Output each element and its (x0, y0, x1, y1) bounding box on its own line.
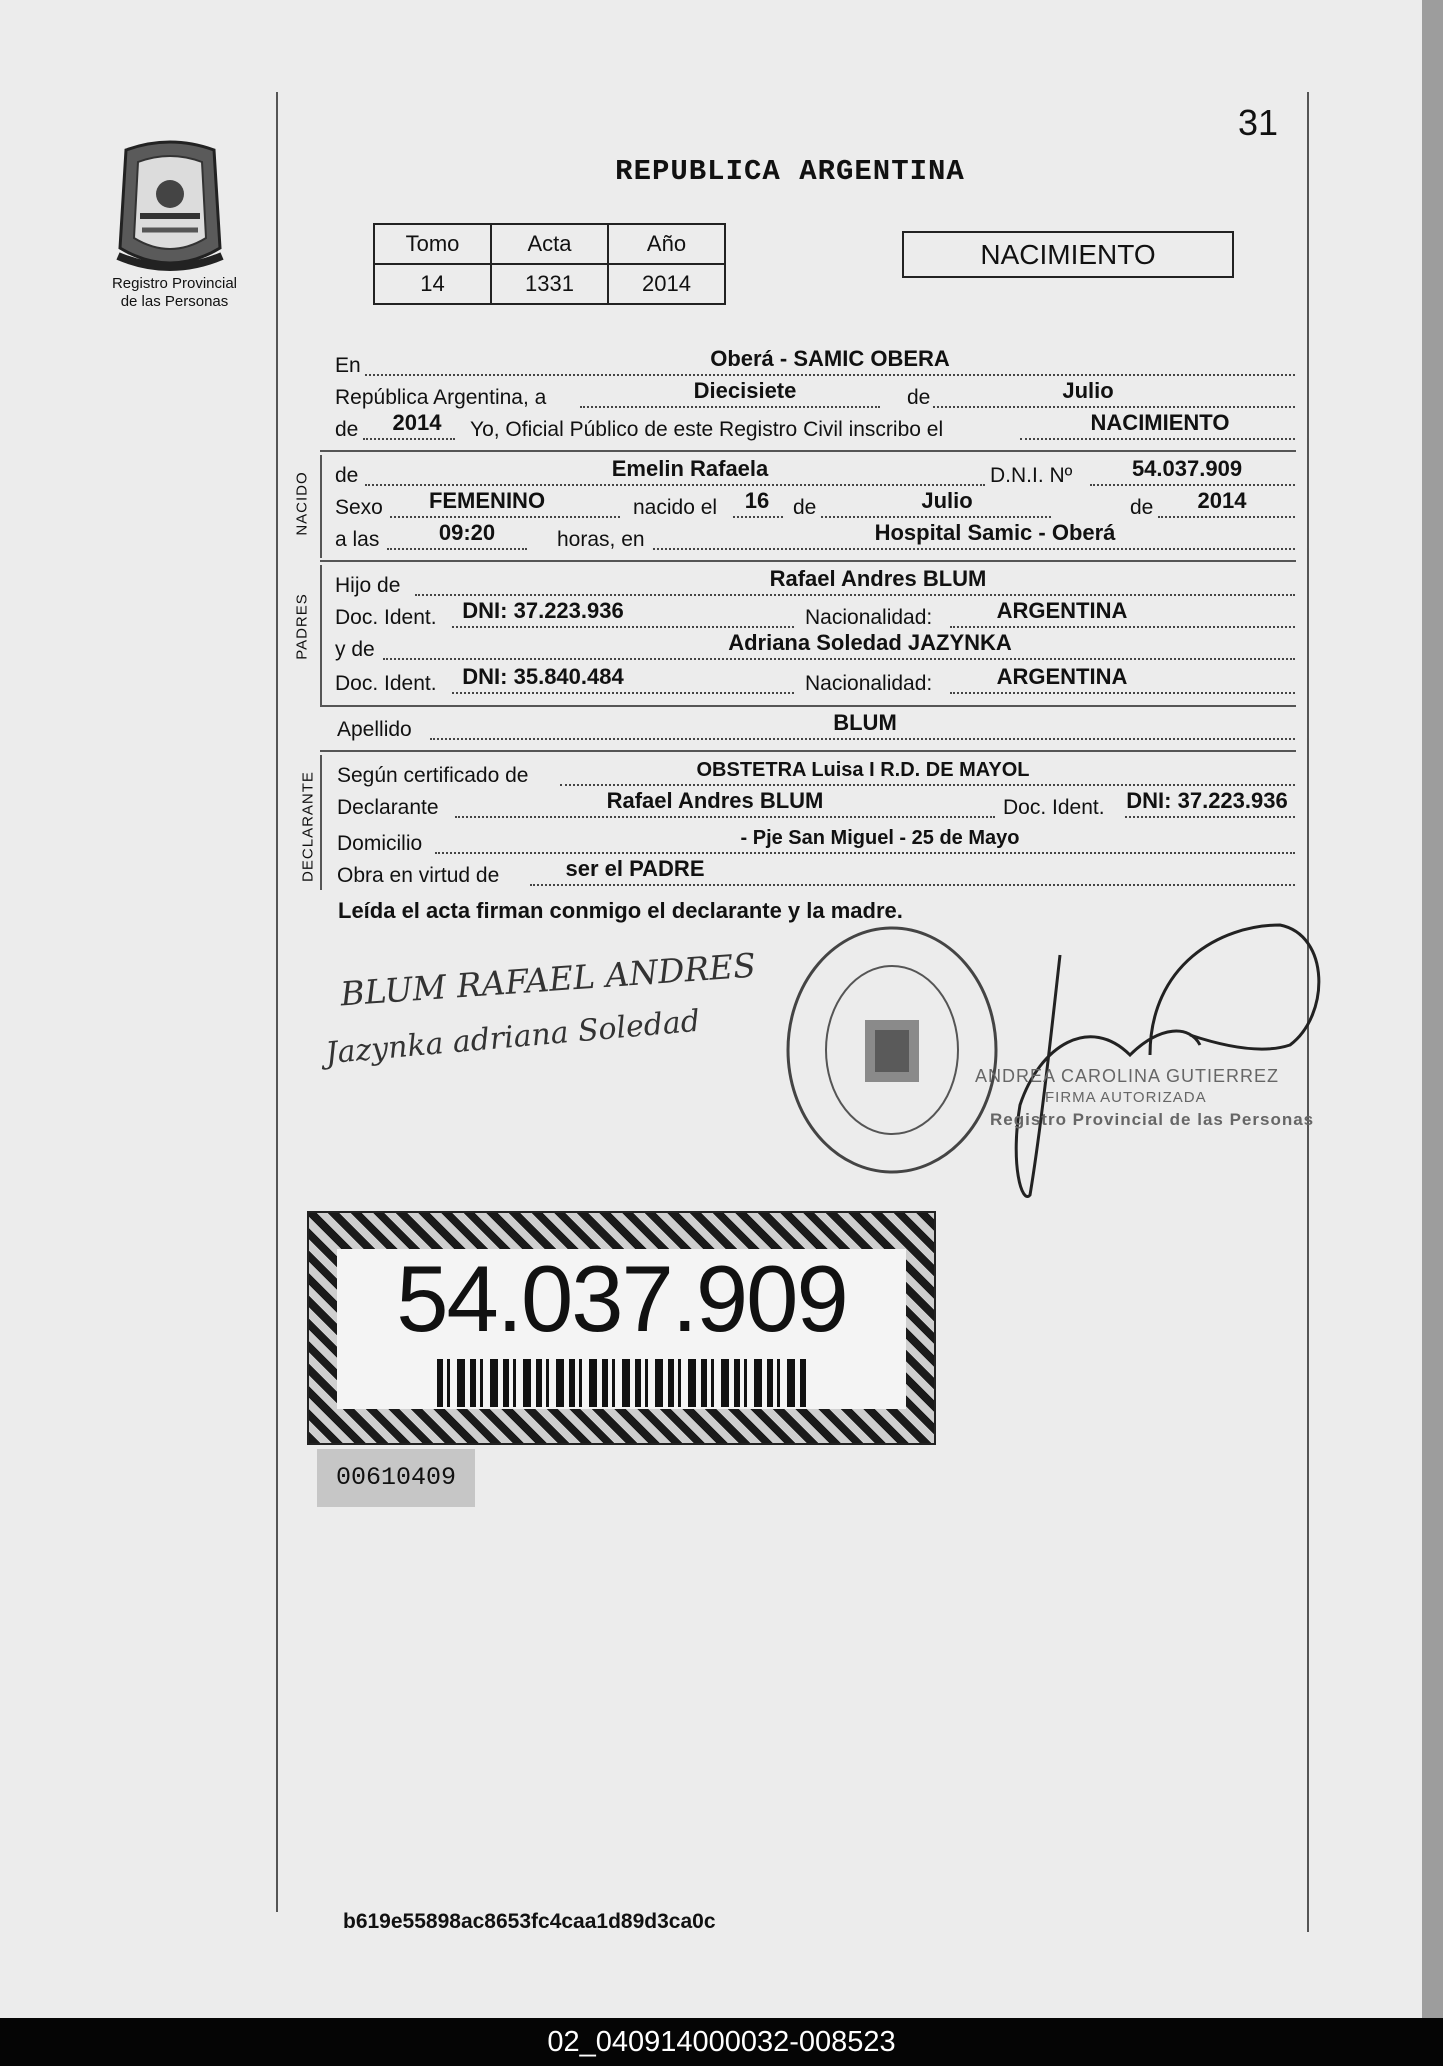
label-domicilio: Domicilio (337, 832, 423, 855)
dots (580, 406, 880, 408)
label-segun-certificado: Según certificado de (337, 764, 529, 787)
declarant-signature: BLUM RAFAEL ANDRES (339, 945, 758, 1014)
label-doc-ident-2: Doc. Ident. (335, 672, 437, 695)
barcode-number: 54.037.909 (396, 1246, 847, 1351)
row-certificado (335, 758, 1295, 790)
value-virtud: ser el PADRE (565, 856, 705, 881)
value-padre-nac: ARGENTINA (996, 598, 1128, 623)
row-madre (335, 632, 1295, 664)
dots (383, 658, 1295, 660)
value-nombre: Emelin Rafaela (611, 456, 769, 481)
page-number: 31 (1238, 102, 1279, 143)
dots (452, 692, 794, 694)
record-header-anio: Año (608, 224, 725, 264)
misiones-emblem (108, 138, 232, 278)
barcode-panel (307, 1211, 936, 1445)
value-dia: Diecisiete (693, 378, 797, 403)
value-madre-nac: ARGENTINA (996, 664, 1128, 689)
section-label-padres: PADRES (293, 593, 311, 660)
dots (363, 438, 455, 440)
label-de-mes-nac: de (793, 496, 817, 519)
record-header-acta: Acta (491, 224, 608, 264)
official-institution: Registro Provincial de las Personas (990, 1110, 1315, 1129)
row-fecha (335, 380, 1295, 412)
row-sexo (335, 490, 1295, 522)
row-anio (335, 412, 1295, 444)
label-nacionalidad-1: Nacionalidad: (805, 606, 933, 629)
value-madre-doc: DNI: 35.840.484 (462, 664, 624, 689)
dots (653, 548, 1295, 550)
label-dni: D.N.I. Nº (990, 464, 1073, 487)
record-table (373, 223, 726, 305)
dots (950, 626, 1295, 628)
label-de-nombre: de (335, 464, 359, 487)
dots (415, 594, 1295, 596)
dots (1125, 816, 1295, 818)
dots (821, 516, 1051, 518)
label-y-de: y de (335, 638, 375, 661)
row-madre-doc (335, 666, 1295, 698)
divider (320, 450, 1296, 452)
label-de-anio-nac: de (1130, 496, 1154, 519)
value-mes-nac: Julio (921, 488, 973, 513)
official-name: ANDREA CAROLINA GUTIERREZ (975, 1066, 1280, 1086)
row-declarante (335, 790, 1295, 822)
dots (435, 852, 1295, 854)
section-label-nacido: NACIDO (293, 471, 311, 536)
label-hijo-de: Hijo de (335, 574, 401, 597)
divider (320, 705, 1296, 707)
label-nacionalidad-2: Nacionalidad: (805, 672, 933, 695)
value-mes: Julio (1062, 378, 1114, 403)
row-padre-doc (335, 600, 1295, 632)
dots (530, 884, 1295, 886)
dots (1020, 438, 1295, 440)
label-de-anio: de (335, 418, 359, 441)
registry-caption-line-2: de las Personas (120, 293, 229, 310)
label-republica: República Argentina, a (335, 386, 547, 409)
label-en: En (335, 354, 361, 377)
hash-code: b619e55898ac8653fc4caa1d89d3ca0c (343, 1910, 716, 1933)
barcode-bars (437, 1359, 807, 1407)
left-margin-line (276, 92, 278, 1912)
dots (452, 626, 794, 628)
label-doc-ident-3: Doc. Ident. (1003, 796, 1105, 819)
value-padre-doc: DNI: 37.223.936 (462, 598, 624, 623)
registry-caption (92, 275, 257, 311)
dots (933, 406, 1295, 408)
label-a-las: a las (335, 528, 380, 551)
official-role: FIRMA AUTORIZADA (1045, 1089, 1207, 1106)
value-apellido: BLUM (833, 710, 897, 735)
value-madre: Adriana Soledad JAZYNKA (728, 630, 1012, 655)
label-doc-ident-1: Doc. Ident. (335, 606, 437, 629)
barcode-inner (337, 1246, 906, 1409)
scan-id-bar: 02_040914000032-008523 (0, 2018, 1443, 2066)
value-dia-nac: 16 (744, 488, 770, 513)
value-declarante: Rafael Andres BLUM (606, 788, 824, 813)
row-virtud (335, 858, 1295, 890)
value-lugar: Oberá - SAMIC OBERA (710, 346, 950, 371)
dots (1158, 516, 1295, 518)
scan-edge (1422, 0, 1443, 2018)
label-apellido: Apellido (337, 718, 412, 741)
row-lugar (335, 348, 1295, 380)
record-value-anio: 2014 (608, 264, 725, 304)
row-apellido (335, 712, 1295, 744)
row-padre (335, 568, 1295, 600)
serial-number: 00610409 (317, 1449, 475, 1507)
official-block (975, 1065, 1314, 1131)
dots (733, 516, 783, 518)
value-anio-nac: 2014 (1197, 488, 1247, 513)
closing-text: Leída el acta firman conmigo el declarante y la madre. (338, 898, 903, 923)
value-sexo: FEMENINO (428, 488, 546, 513)
record-header-tomo: Tomo (374, 224, 491, 264)
label-obra-en-virtud: Obra en virtud de (337, 864, 500, 887)
padres-bar (320, 565, 322, 705)
dots (560, 784, 1295, 786)
value-dni: 54.037.909 (1131, 456, 1243, 481)
value-tipo: NACIMIENTO (1090, 410, 1230, 435)
section-label-declarante: DECLARANTE (299, 771, 317, 882)
value-certificado: OBSTETRA Luisa I R.D. DE MAYOL (696, 759, 1030, 781)
dots (1090, 484, 1295, 486)
divider (320, 750, 1296, 752)
dots (950, 692, 1295, 694)
label-de-mes: de (907, 386, 931, 409)
dots (365, 374, 1295, 376)
mother-signature: Jazynka adriana Soledad (324, 1003, 702, 1072)
dots (390, 516, 620, 518)
record-value-acta: 1331 (491, 264, 608, 304)
document-heading: REPUBLICA ARGENTINA (615, 155, 965, 188)
label-oficial: Yo, Oficial Público de este Registro Civil inscribo el (470, 418, 944, 441)
value-padre: Rafael Andres BLUM (769, 566, 987, 591)
value-domicilio: - Pje San Miguel - 25 de Mayo (740, 827, 1020, 849)
official-signature (960, 905, 1330, 1215)
value-declarante-doc: DNI: 37.223.936 (1126, 788, 1288, 813)
record-type-box: NACIMIENTO (902, 231, 1234, 278)
dots (455, 816, 995, 818)
row-hora (335, 522, 1295, 554)
row-nombre (335, 458, 1295, 490)
registry-caption-line-1: Registro Provincial (111, 275, 238, 292)
nacido-bar (320, 455, 322, 558)
dots (387, 548, 527, 550)
row-domicilio (335, 826, 1295, 858)
value-anio: 2014 (392, 410, 442, 435)
record-value-tomo: 14 (374, 264, 491, 304)
label-nacido-el: nacido el (633, 496, 718, 519)
label-sexo: Sexo (335, 496, 383, 519)
dots (430, 738, 1295, 740)
declarante-bar (320, 755, 322, 890)
label-declarante: Declarante (337, 796, 439, 819)
value-hora: 09:20 (438, 520, 496, 545)
label-horas-en: horas, en (557, 528, 645, 551)
dots (365, 484, 985, 486)
value-lugar-nac: Hospital Samic - Oberá (874, 520, 1116, 545)
divider (320, 560, 1296, 562)
